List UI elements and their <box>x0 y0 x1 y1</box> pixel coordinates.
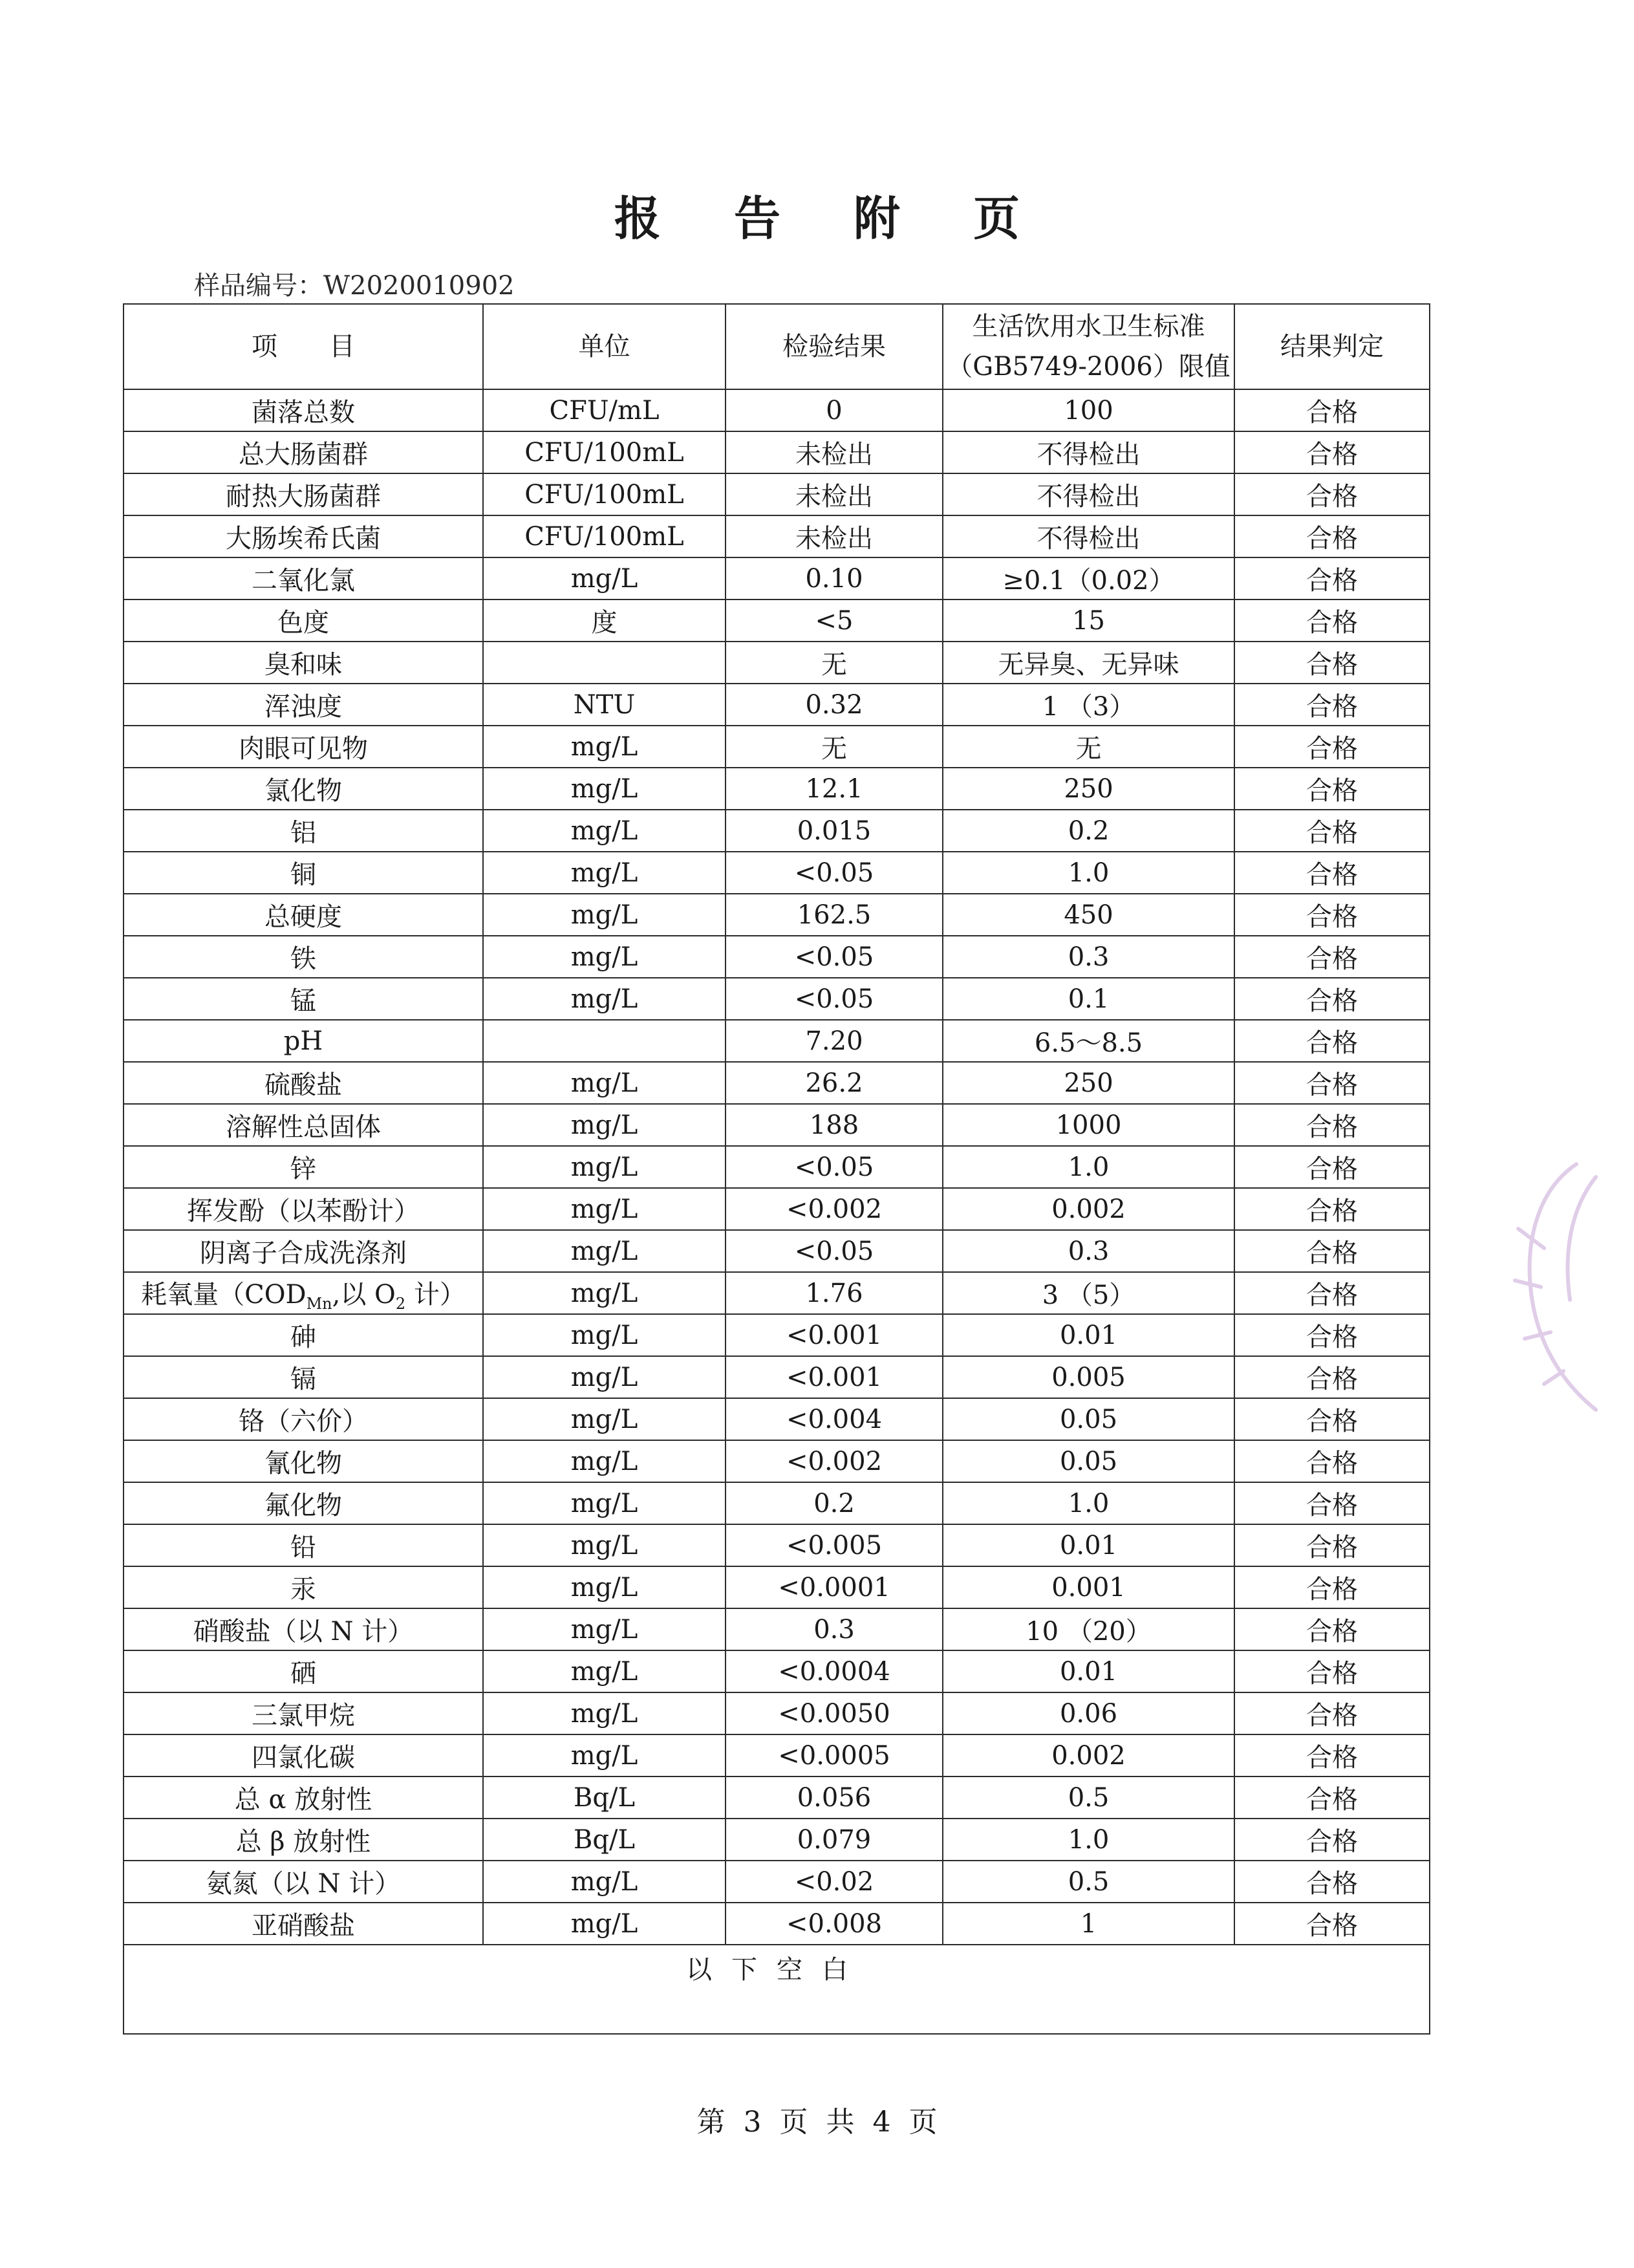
cell-judgment: 合格 <box>1234 726 1430 768</box>
cell-result: <5 <box>726 599 943 642</box>
cell-unit: mg/L <box>483 1062 726 1104</box>
cell-limit: 1000 <box>943 1104 1234 1146</box>
cell-unit: mg/L <box>483 1861 726 1903</box>
cell-result: <0.002 <box>726 1440 943 1482</box>
cell-judgment: 合格 <box>1234 768 1430 810</box>
cell-limit: 3 （5） <box>943 1272 1234 1314</box>
cell-judgment: 合格 <box>1234 1819 1430 1861</box>
table-row <box>124 1734 1430 1777</box>
cell-unit: mg/L <box>483 810 726 852</box>
cell-item: 阴离子合成洗涤剂 <box>124 1230 483 1272</box>
cell-limit: 不得检出 <box>943 473 1234 515</box>
table-row <box>124 389 1430 431</box>
table-row <box>124 684 1430 726</box>
cell-limit: 不得检出 <box>943 431 1234 473</box>
cell-limit: 10 （20） <box>943 1608 1234 1650</box>
cell-item: 总大肠菌群 <box>124 431 483 473</box>
table-row <box>124 1650 1430 1692</box>
cell-item: 菌落总数 <box>124 389 483 431</box>
cell-unit: mg/L <box>483 1104 726 1146</box>
cell-limit: 0.5 <box>943 1861 1234 1903</box>
cell-item: 耐热大肠菌群 <box>124 473 483 515</box>
cell-unit: Bq/L <box>483 1777 726 1819</box>
table-row <box>124 1608 1430 1650</box>
cell-limit: 无异臭、无异味 <box>943 642 1234 684</box>
cell-limit: 无 <box>943 726 1234 768</box>
table-row <box>124 1566 1430 1608</box>
table-row <box>124 431 1430 473</box>
cell-unit: mg/L <box>483 1188 726 1230</box>
cell-result: <0.02 <box>726 1861 943 1903</box>
sample-number-value: W2020010902 <box>323 271 515 301</box>
cell-item: 溶解性总固体 <box>124 1104 483 1146</box>
table-row <box>124 557 1430 599</box>
cell-limit: 100 <box>943 389 1234 431</box>
cell-item: 亚硝酸盐 <box>124 1903 483 1945</box>
cell-result: 12.1 <box>726 768 943 810</box>
cell-unit: mg/L <box>483 1482 726 1524</box>
cell-unit: mg/L <box>483 1608 726 1650</box>
cell-unit: mg/L <box>483 1440 726 1482</box>
cell-item: 砷 <box>124 1314 483 1356</box>
cell-limit: 0.5 <box>943 1777 1234 1819</box>
cell-limit: 450 <box>943 894 1234 936</box>
cell-limit: 15 <box>943 599 1234 642</box>
table-row <box>124 768 1430 810</box>
cell-item: 铜 <box>124 852 483 894</box>
cell-judgment: 合格 <box>1234 1608 1430 1650</box>
cell-limit: 不得检出 <box>943 515 1234 557</box>
cell-judgment: 合格 <box>1234 1734 1430 1777</box>
cell-unit: CFU/100mL <box>483 473 726 515</box>
table-row <box>124 1314 1430 1356</box>
cell-limit: 0.01 <box>943 1650 1234 1692</box>
cell-limit: 1 <box>943 1903 1234 1945</box>
table-row <box>124 1524 1430 1566</box>
cell-result: 未检出 <box>726 515 943 557</box>
cell-unit: mg/L <box>483 1903 726 1945</box>
cell-limit: 1.0 <box>943 1819 1234 1861</box>
cell-result: 未检出 <box>726 431 943 473</box>
cell-item: 铬（六价） <box>124 1398 483 1440</box>
cell-limit: 0.05 <box>943 1398 1234 1440</box>
cell-judgment: 合格 <box>1234 1692 1430 1734</box>
cell-item: 臭和味 <box>124 642 483 684</box>
cell-result: <0.05 <box>726 1146 943 1188</box>
cell-result: <0.0001 <box>726 1566 943 1608</box>
cell-item: 铝 <box>124 810 483 852</box>
cell-item: 四氯化碳 <box>124 1734 483 1777</box>
cell-limit: 0.2 <box>943 810 1234 852</box>
cell-unit: CFU/mL <box>483 389 726 431</box>
cell-judgment: 合格 <box>1234 1566 1430 1608</box>
cell-judgment: 合格 <box>1234 894 1430 936</box>
cell-judgment: 合格 <box>1234 1272 1430 1314</box>
cell-unit: mg/L <box>483 1524 726 1566</box>
blank-note-row <box>124 1945 1430 2034</box>
cell-judgment: 合格 <box>1234 431 1430 473</box>
table-row <box>124 515 1430 557</box>
cell-unit: mg/L <box>483 1692 726 1734</box>
cell-judgment: 合格 <box>1234 1104 1430 1146</box>
cell-limit: 0.3 <box>943 936 1234 978</box>
cell-judgment: 合格 <box>1234 1188 1430 1230</box>
cell-judgment: 合格 <box>1234 1314 1430 1356</box>
cell-item-text: 耗氧量（COD <box>141 1279 306 1310</box>
cell-unit: mg/L <box>483 1272 726 1314</box>
cell-item: 硫酸盐 <box>124 1062 483 1104</box>
table-row <box>124 1188 1430 1230</box>
cell-result: <0.008 <box>726 1903 943 1945</box>
table-row <box>124 1777 1430 1819</box>
cell-judgment: 合格 <box>1234 978 1430 1020</box>
cell-unit: mg/L <box>483 852 726 894</box>
cell-item: 氟化物 <box>124 1482 483 1524</box>
results-table-wrapper <box>123 303 1429 2035</box>
cell-item: 大肠埃希氏菌 <box>124 515 483 557</box>
cell-judgment: 合格 <box>1234 1482 1430 1524</box>
cell-judgment: 合格 <box>1234 1861 1430 1903</box>
cell-unit: mg/L <box>483 1356 726 1398</box>
header-result: 检验结果 <box>726 304 943 389</box>
cell-limit: 1 （3） <box>943 684 1234 726</box>
table-row <box>124 1104 1430 1146</box>
cell-unit: Bq/L <box>483 1819 726 1861</box>
cell-unit: mg/L <box>483 936 726 978</box>
table-row <box>124 1062 1430 1104</box>
cell-result: <0.05 <box>726 936 943 978</box>
cell-limit: 0.002 <box>943 1188 1234 1230</box>
cell-unit: CFU/100mL <box>483 515 726 557</box>
cell-item: 锌 <box>124 1146 483 1188</box>
cell-limit: 250 <box>943 768 1234 810</box>
cell-unit: mg/L <box>483 1314 726 1356</box>
cell-judgment: 合格 <box>1234 936 1430 978</box>
cell-item: 肉眼可见物 <box>124 726 483 768</box>
cell-judgment: 合格 <box>1234 1650 1430 1692</box>
cell-judgment: 合格 <box>1234 642 1430 684</box>
cell-item <box>124 1272 483 1314</box>
cell-result: 7.20 <box>726 1020 943 1062</box>
cell-unit: NTU <box>483 684 726 726</box>
header-item: 项 目 <box>124 304 483 389</box>
cell-limit: 0.01 <box>943 1524 1234 1566</box>
table-row <box>124 1230 1430 1272</box>
cell-limit: 0.01 <box>943 1314 1234 1356</box>
cell-result: <0.05 <box>726 852 943 894</box>
cell-result: <0.005 <box>726 1524 943 1566</box>
cell-limit: 1.0 <box>943 1482 1234 1524</box>
cell-result: 0.056 <box>726 1777 943 1819</box>
cell-item-text: 计） <box>405 1279 466 1310</box>
cell-judgment: 合格 <box>1234 557 1430 599</box>
stamp-mark <box>1499 1151 1615 1436</box>
cell-result: 0 <box>726 389 943 431</box>
table-row <box>124 1903 1430 1945</box>
cell-unit: mg/L <box>483 1734 726 1777</box>
cell-item: 铁 <box>124 936 483 978</box>
table-row <box>124 1146 1430 1188</box>
cell-result: 0.3 <box>726 1608 943 1650</box>
cell-limit: 0.06 <box>943 1692 1234 1734</box>
cell-judgment: 合格 <box>1234 852 1430 894</box>
cell-limit: 0.1 <box>943 978 1234 1020</box>
cell-judgment: 合格 <box>1234 1903 1430 1945</box>
cell-item: 挥发酚（以苯酚计） <box>124 1188 483 1230</box>
cell-result: <0.0050 <box>726 1692 943 1734</box>
table-row <box>124 1861 1430 1903</box>
cell-item: 浑浊度 <box>124 684 483 726</box>
cell-unit: mg/L <box>483 894 726 936</box>
cell-item: 硝酸盐（以 N 计） <box>124 1608 483 1650</box>
cell-judgment: 合格 <box>1234 1398 1430 1440</box>
table-row <box>124 1020 1430 1062</box>
cell-result: 0.10 <box>726 557 943 599</box>
blank-note: 以下空白 <box>124 1945 1430 2034</box>
cell-limit: 1.0 <box>943 1146 1234 1188</box>
cell-judgment: 合格 <box>1234 684 1430 726</box>
cell-item: 总 β 放射性 <box>124 1819 483 1861</box>
cell-result: <0.0004 <box>726 1650 943 1692</box>
cell-judgment: 合格 <box>1234 1524 1430 1566</box>
cell-result: 162.5 <box>726 894 943 936</box>
header-standard <box>943 304 1234 389</box>
table-row <box>124 810 1430 852</box>
cell-result: <0.001 <box>726 1314 943 1356</box>
cell-unit: 度 <box>483 599 726 642</box>
cell-result: <0.05 <box>726 978 943 1020</box>
cell-item: 三氯甲烷 <box>124 1692 483 1734</box>
cell-result: <0.05 <box>726 1230 943 1272</box>
cell-item: 锰 <box>124 978 483 1020</box>
cell-judgment: 合格 <box>1234 1440 1430 1482</box>
cell-result: 0.015 <box>726 810 943 852</box>
header-standard-line2: （GB5749-2006）限值 <box>947 352 1231 382</box>
cell-unit: mg/L <box>483 557 726 599</box>
cell-judgment: 合格 <box>1234 599 1430 642</box>
cell-limit: ≥0.1（0.02） <box>943 557 1234 599</box>
header-standard-line1: 生活饮用水卫生标准 <box>972 312 1205 341</box>
cell-result: 0.2 <box>726 1482 943 1524</box>
table-row <box>124 852 1430 894</box>
table-row <box>124 726 1430 768</box>
cell-result: 0.079 <box>726 1819 943 1861</box>
sample-number-label: 样品编号： <box>194 271 323 301</box>
results-table <box>123 303 1430 2035</box>
table-body <box>124 389 1430 2034</box>
header-unit: 单位 <box>483 304 726 389</box>
table-row <box>124 642 1430 684</box>
cell-item: 氨氮（以 N 计） <box>124 1861 483 1903</box>
cell-item: 氯化物 <box>124 768 483 810</box>
cell-result: 26.2 <box>726 1062 943 1104</box>
cell-item: 铅 <box>124 1524 483 1566</box>
cell-item-subscript: Mn <box>306 1294 332 1313</box>
page-footer: 第 3 页 共 4 页 <box>696 2106 938 2139</box>
cell-limit: 0.001 <box>943 1566 1234 1608</box>
cell-item: 硒 <box>124 1650 483 1692</box>
cell-result: 无 <box>726 726 943 768</box>
cell-judgment: 合格 <box>1234 1062 1430 1104</box>
cell-judgment: 合格 <box>1234 473 1430 515</box>
header-judgment: 结果判定 <box>1234 304 1430 389</box>
page-title: 报 告 附 页 <box>614 191 1049 246</box>
cell-unit: CFU/100mL <box>483 431 726 473</box>
cell-judgment: 合格 <box>1234 1356 1430 1398</box>
cell-result: 1.76 <box>726 1272 943 1314</box>
cell-item-text: ,以 O <box>332 1279 396 1310</box>
cell-judgment: 合格 <box>1234 389 1430 431</box>
table-row <box>124 1482 1430 1524</box>
cell-result: 无 <box>726 642 943 684</box>
cell-limit: 0.05 <box>943 1440 1234 1482</box>
cell-unit: mg/L <box>483 1230 726 1272</box>
sample-number <box>194 266 515 305</box>
cell-unit: mg/L <box>483 978 726 1020</box>
cell-result: <0.004 <box>726 1398 943 1440</box>
cell-limit: 6.5～8.5 <box>943 1020 1234 1062</box>
cell-limit: 0.005 <box>943 1356 1234 1398</box>
cell-limit: 0.3 <box>943 1230 1234 1272</box>
cell-item: 总硬度 <box>124 894 483 936</box>
cell-unit <box>483 1020 726 1062</box>
table-row <box>124 1692 1430 1734</box>
cell-limit: 1.0 <box>943 852 1234 894</box>
cell-result: 188 <box>726 1104 943 1146</box>
cell-judgment: 合格 <box>1234 515 1430 557</box>
table-row <box>124 978 1430 1020</box>
table-header-row <box>124 304 1430 389</box>
cell-result: <0.001 <box>726 1356 943 1398</box>
table-row <box>124 473 1430 515</box>
table-row <box>124 1398 1430 1440</box>
cell-unit: mg/L <box>483 1566 726 1608</box>
cell-unit: mg/L <box>483 726 726 768</box>
cell-item: 总 α 放射性 <box>124 1777 483 1819</box>
cell-limit: 250 <box>943 1062 1234 1104</box>
cell-limit: 0.002 <box>943 1734 1234 1777</box>
table-row <box>124 894 1430 936</box>
table-row <box>124 1272 1430 1314</box>
cell-item: pH <box>124 1020 483 1062</box>
cell-item: 二氧化氯 <box>124 557 483 599</box>
cell-judgment: 合格 <box>1234 1230 1430 1272</box>
cell-unit <box>483 642 726 684</box>
cell-unit: mg/L <box>483 1146 726 1188</box>
cell-item: 镉 <box>124 1356 483 1398</box>
cell-judgment: 合格 <box>1234 1020 1430 1062</box>
cell-result: <0.002 <box>726 1188 943 1230</box>
cell-judgment: 合格 <box>1234 810 1430 852</box>
cell-unit: mg/L <box>483 1650 726 1692</box>
cell-judgment: 合格 <box>1234 1777 1430 1819</box>
table-row <box>124 1440 1430 1482</box>
cell-result: 未检出 <box>726 473 943 515</box>
cell-result: 0.32 <box>726 684 943 726</box>
cell-item-subscript: 2 <box>395 1294 406 1313</box>
table-row <box>124 936 1430 978</box>
cell-result: <0.0005 <box>726 1734 943 1777</box>
table-row <box>124 1356 1430 1398</box>
cell-unit: mg/L <box>483 768 726 810</box>
cell-judgment: 合格 <box>1234 1146 1430 1188</box>
table-row <box>124 1819 1430 1861</box>
table-row <box>124 599 1430 642</box>
cell-item: 汞 <box>124 1566 483 1608</box>
cell-item: 氰化物 <box>124 1440 483 1482</box>
cell-unit: mg/L <box>483 1398 726 1440</box>
cell-item: 色度 <box>124 599 483 642</box>
